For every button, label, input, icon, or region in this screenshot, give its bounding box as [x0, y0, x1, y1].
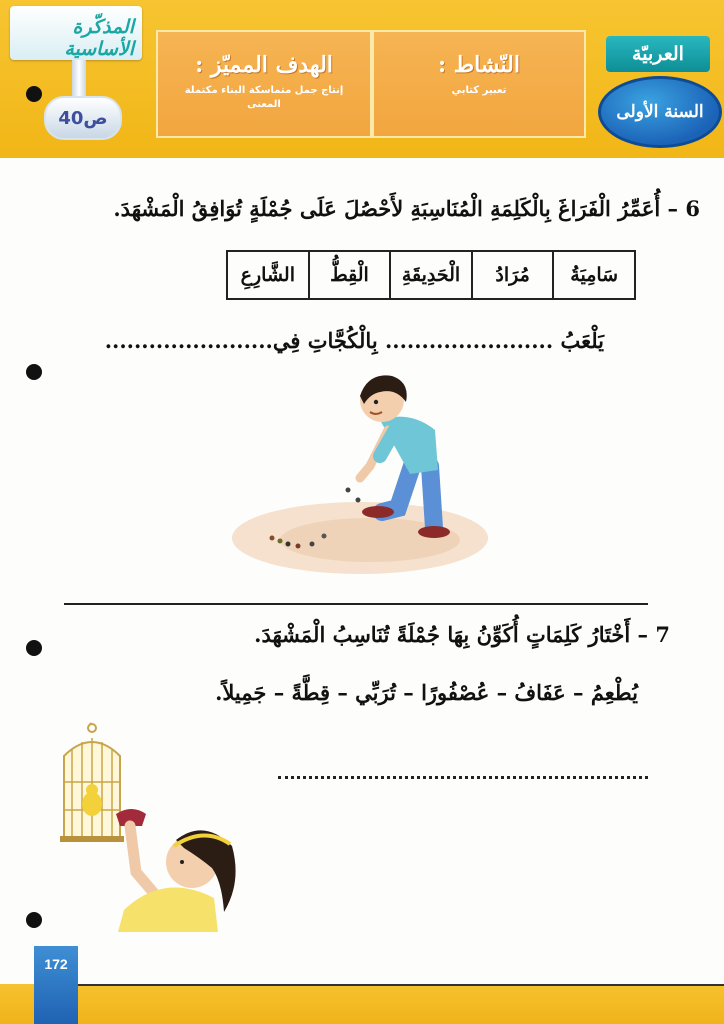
word-bank-cell: الْقِطُّ [308, 252, 390, 298]
binder-hole [26, 640, 42, 656]
word-bank-cell: سَامِيَةُ [552, 252, 634, 298]
activity-title: النّشاط : [438, 52, 520, 78]
word-bank-cell: مُرَادُ [471, 252, 553, 298]
goal-text: إنتاج جمل متماسكة البناء مكتملة المعنى [184, 85, 344, 110]
exercise-6-instruction: 6 – أُعَمِّرُ الْفَرَاغَ بِالْكَلِمَةِ الْمُنَاسِبَةِ لأَحْصُلَ عَلَى جُمْلَةٍ تُوَافِقُ الْمَشْهَدَ. [113, 196, 700, 221]
level-badge: السنة الأولى [598, 76, 722, 148]
word-bank-table [226, 250, 636, 300]
binder-hole [26, 86, 42, 102]
footer-rule [34, 984, 724, 986]
book-logo [10, 6, 142, 60]
section-divider [64, 603, 648, 605]
binder-hole [26, 912, 42, 928]
goal-title: الهدف المميّز : [195, 52, 333, 78]
goal-box [156, 30, 372, 138]
subject-tab: العربيّة [606, 36, 710, 72]
logo-text: المذكّرة الأساسية [64, 16, 134, 60]
activity-text: تعبير كتابي [451, 85, 507, 96]
word-bank-cell: الْحَدِيقَةِ [389, 252, 471, 298]
footer-band [0, 984, 724, 1024]
binder-hole [26, 364, 42, 380]
logo-stem [72, 60, 86, 100]
activity-box [372, 30, 586, 138]
exercise-7-instruction: 7 – أَخْتَارُ كَلِمَاتٍ أُكَوِّنُ بِهَا جُمْلَةً تُنَاسِبُ الْمَشْهَدَ. [254, 622, 670, 647]
boy-playing-marbles-illustration [220, 370, 510, 580]
page-reference-badge: ص40 [44, 96, 122, 140]
exercise-6-sentence[interactable]: يَلْعَبُ ....................... بِالْكُجَّاتِ فِي....................... [104, 328, 604, 353]
exercise-7-answer-line[interactable] [278, 776, 648, 779]
word-bank-cell: الشَّارِعِ [240, 264, 295, 286]
girl-with-birdcage-illustration [54, 722, 254, 932]
exercise-7-word-list: يُطْعِمُ – عَفَافُ – عُصْفُورًا – تُرَبِّي – قِطَّةً – جَمِيلاً. [215, 680, 638, 705]
page-number: 172 [44, 956, 68, 972]
